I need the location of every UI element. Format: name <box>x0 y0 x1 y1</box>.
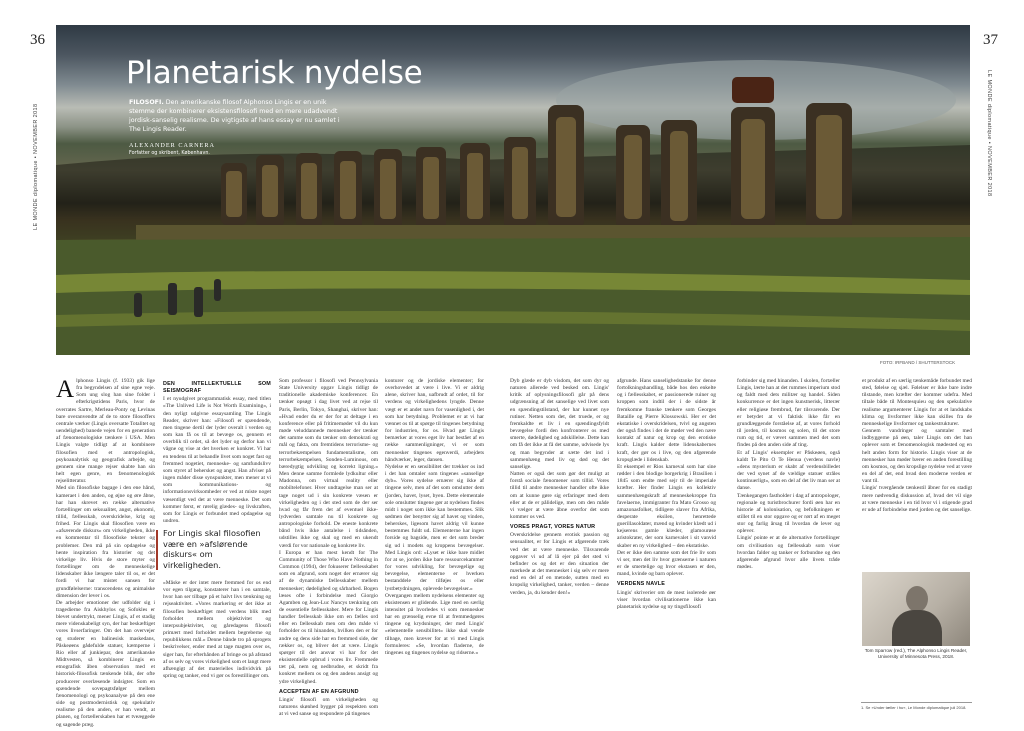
column-4 <box>385 378 484 723</box>
lede-text: Den amerikanske filosof Alphonso Lingis er en unik stemme der kombinerer eksistensfilosofi med en mere udadvendt jordisk-sanselig realisme. De vigtigste af hans essay er nu samlet i The Lingis Reader. <box>129 99 340 133</box>
column-2b-text: »Måske er der intet mere fremmed for os end vor egen tilgang, konstaterer han i en samtale, hvor han ser tilbage på et halvt livs tænkning og rejseaktivitet. »Vores markering er det ikke at filosofien beskæftiget med verdens blik med forholdet mellem objektivitet og interpsubjektivitet, og gåredagens filosofi primært med forholdet mellem begreberne og republikkens mål.« Denne bånde tro på sprogets beskrivelser, ender med at tage magten over os, siger han, for efterhånden af bringe os på afstand af os selv og vores virkelighed som et langt mere afhængigt af det materielles individvirk på spring og tanker, end vi gør os forestillinger om. <box>163 580 271 680</box>
subheading-pragt: VORES PRAGT, VORES NATUR <box>510 524 596 531</box>
portrait-head <box>906 586 928 612</box>
page-number-right: 37 <box>983 32 998 48</box>
pull-quote-text: For Lingis skal filosofien være en »afslørende diskurs« om virkeligheden. <box>163 528 261 570</box>
book-portrait-image <box>862 572 970 646</box>
column-8 <box>862 378 972 566</box>
column-8-text: et produkt af en særlig tænkemåde forbundet med sted, følelse og sjæl. Følelser er ikke bare indre tilstande, men kræfter der kommer udefra. Med tiltale både til Montesquieu og den spekulative realisme argumenterer Lingis for at et landskabs klima og livsformer ikke kan skilles fra de menneskelige livsformer og tankestrukturer. Gennem vandringer og samtaler med indbyggerne på øen, taler Lingis om det han oplever som et fænomenologisk mødested og en helt anden form for historie. Lingis viser at de mennesker han møder bærer en anden forestilling om kosmos, og den kropslige nydelse ved at være en del af det, end hvad den moderne verden er vant til. Lingis' tværgående tænkestil åbner for en stadigt mere nødvendig diskussion af, hvad det vil sige at være menneske i en tid hvor vi i stigende grad er ude af forbindelse med jorden og det sanselige. <box>862 378 972 513</box>
column-1-text: lphonso Lingis (f. 1933) gik lige fra begyndelsen af sine egne veje. Som ung slog han sine folder i efterkrigstidens Paris, hvor de overrates Sartre, Merleau-Ponty og Levinas bare overanvendte af de to store filosoffers centrale værker (Lingis oversatte Totalitet og uendelighed) banede vejen for en generation af fænomenologiske tænkere i USA. Men Lingis valgte tidligt af at kombinere filosofien med et antropologisk, psykoanalytisk og geografisk arbejde, og gennem sine mange rejser skabte han sin helt egen genre, en fænomenologisk rejselitteratur. Med sin filosofiske bagage i den ene hånd, kameraet i den anden, og øjne og øre åbne, har han skrevet en række alternative fortællinger om seksualitet, angst, økonomi, tillid, fællesskab, overskridelse, krig og frihed. For Lingis skal filosofien være en »afsærende diskurs« om virkeligheden, ikke en kommentar til filosofiske tekster og problemer. Den må på sin opdagelse og hente inspiration fra historier og det virkelige liv. Hvis de store myter og fortællinger om de menneskelige lidenskaber ikke længere taler til os, er det fordi vi har mistet sansen for grundfølelserne: transcendens og animalske dimension der lever i os. De arbejder emotioner der udfolder sig i tragedierne fra Aiskhylos og Sofokles er blevet undertrykt, mener Lingis, af et stadig mere videnskabeligt syn, der har beskæftiget vores livserfaringer. Om det han overvejer og studerer en balinesisk maskedans, Påskeøens gådefulde statuer, kæmperne i Rio eller af junkiepar, den amerikanske Midtvesten, så kombinerer Lingis en etnografisk åben observation med et historisk-filosofisk tænkende blik, der ofte producerer overlæsende indsigter. Som en spændende sovepagtsfølger mellem fænomenologi og psykoanalyse på den ene side og postmodernistisk og spekulativ realisme på den anden, er han vendt, at planen, og fortællerskaben har et tveæggede og sagende præg. <box>56 378 155 728</box>
column-6a-text: afgrunde. Hans sanselighedstanke for denne fortolkningshandling, både hos den enkelte og i fællesskabet, er passionerede ruiner og kroppen som indtil der i de sidste år fremkomne franske tænkere som Georges Bataille og Pierre Klossowski. Her er det ekstatiske i overskridelsen, tvivl og angsten der også findes i det de møder ved den nære kontakt af natur og krop og den erotiske kraft. Lingis kalder dette lidenskabernes kraft, der gør os i live, og den afgørende kropsglæde i lidenskab. Et eksempel er Rios karneval som har sine rødder i den blodige borgerkrig i Brasilien i 1845 som endte med sejr til de imperiale kræfter. Her finder Lingis en kollektiv sammenhængskraft af menneskekroppe fra favelaerne, immigranter fra Mato Grosso og amazonasfolket, tidligere slaver fra Afrika, desperate eksilen, henrettede guerillasoldater, mænd og kvinder klædt ud i kejserens gamle klæder, glamourøse aristokrater, der som karnevalet i sit vanvid skaber en ny virkelighed – den ekstatiske. Det er ikke den samme som det frie liv som vi ser, men det liv hvor grænserne i naturen er de smertelige og hvor ekstasen er den, mand, kvinde og barn oplever. <box>617 378 716 578</box>
column-6 <box>617 378 716 723</box>
page-number-left: 36 <box>30 32 45 48</box>
lede-kicker: FILOSOFI. <box>129 99 164 106</box>
column-5 <box>510 378 609 723</box>
drop-cap: A <box>56 376 75 403</box>
subheading-seismograph: DEN INTELLEKTUELLE SOM SEISMOGRAF <box>163 381 271 395</box>
hero-photo <box>56 25 970 355</box>
running-head-left: LE MONDE diplomatique • NOVEMBER 2018 <box>33 103 39 230</box>
column-4-text: konturer og de jordiske elementer; for overhovedet at være i live. Vi er aldrig alene, skriver han, uafbrudt af ordet, til for verdens og virkelighedens lyngde. Denne vægt er et andet navn for vasenlighed i, det som har betydning. Problemet er at vi har vænnet os til at spørge til tingenes betydning for industrien, for os. Hvad gør Lingis bemærker at vores eget liv har bestået af en række sammenligninger, vi er som mennesker tingenes egenverdi, arbejdets håndværker, leger, dansen. Nydelse er en sensibilitet der trækker os ind i det han omtaler som tingenes »sanselige dyb«. Vores sydelse ernærer sig ikke af tingene selv, men af det som omslutter dem (jorden, havet, lyset, byen. Dette elementale sole omslutter tingene gør at nydelsen findes midt i noget som ikke kan bestemmes. Slik sødmen der benytter sig af havet og vinden, beherskes, ligesom havet aldrig vil kunne bestemmes fuldt ud. Elementerne har ingen forside og bagside, men er det som breder sig ud i modets og kroppens bevægelser. Med Lingis ord: »Lyset er ikke bare midlet for at se, jorden ikke bare ressourcekammer for vores udvikling, for bevægelige og bevægelse, elementerne er hverken bestanddele der tilføjes os eller lystbetydningen, oplevede bevægelser.« Overgangen mellem nydelsens elementer og eksistensen er glidende. Lige med en særlig intensitet på hvorledes vi som mennesker har en grænselig evne til at fremmedgøres tingene og krydsninger, der med Lingis' »elementelle sensibilitet« ikke skal vende tilbage, men kræver for at vi med Lingis formuleres: »Se, hvordan fladerne, de tingenes og tingenes nydelse og ridserne.« <box>385 378 484 656</box>
column-5a-text: Dyb glæde er dyb visdom, det som dyr og naturen allerede ved besked om. Lingis' kritik af oplysningsfilosofi går på dens udgrænsning af det sanselige ved livet som en spændingstilstand, der har kunnet nye rutiner. Netten som det, det truede, er og fremkaldte et liv i en spændingsfyldt bevægelse fordi den konfronterer os med smerte, dødelighed og adskillelse. Dette kan om få det ikke at få det samme, udvisede lys og man begynder at sætte det ind i sammenhæng med liv og død og det sanselige. Natten er også det som gør det muligt at forstå sociale fænomener som tillid. Vores tillid til andre mennesker handler ofte ikke om at kunne gøre sig erfaringer med dem eller at de er pålidelige, men om den måde vi vælger at være åbne overfor det som kommer os ved. <box>510 378 609 520</box>
column-5b-text: Overskridelse gennem erotisk passion og sensualitet, er for Lingis et afgørende træk ved det at være menneske. Tilsvarende opgaver vi ud af lå ejer på det sted vi befinder os og det er den situation der mærkede at det mennesket i sig selv er mere end en del af en metode, sutten med en kropslig virkelighed, tanker, verden – denne verden, ja, du kender den!« <box>510 532 609 596</box>
column-3 <box>279 378 378 723</box>
pull-quote <box>163 528 271 570</box>
column-6b-text: Lingis' skriverier om de mest isolerede øer viser hvordan civilisationerne ikke kan planetarisk nydelse og ny tingsfilosofi <box>617 589 716 610</box>
article-lede <box>129 98 343 134</box>
column-1 <box>56 376 155 728</box>
article-title: Planetarisk nydelse <box>126 55 423 91</box>
subheading-navle: VERDENS NAVLE <box>617 581 666 588</box>
photo-credit: FOTO: IRFBAND / SHUTTERSTOCK <box>880 360 956 365</box>
column-2-bottom <box>163 580 271 723</box>
column-3a-text: Som professor i filosofi ved Pennsylvania State University opgav Lingis tidligt de traditionelle akademiske konferencer. En tænker opsøgt i dag livet ved at rejse til Paris, Berlin, Tokyo, Shanghai, skriver han: »Hvad ender du er der for at deltage i en konference eller på fritimemøder vil du kun møde veluddannede mennesker der tænker det samme som du tænker om demokrati og mål og fakta, om fremtidens terrorisme- og terrorbekæmpelsen fundamentalisme, om terrorbekæmpelsen, Sonden-Luminous, om bæredygtig udvikling og korrekt ligning.« Men denne samme formlede lydkultur eller Madonna, om virtual reality eller mobiltelefoner. Hver undtagelse man ser at tage noget ud i sin konkrete væsen er virkeligheden og i det sted som de der ser hvad og får frem det af eventuel ikke-lydverden samtale nu til konkrete og antropologiske forhold. De eneste konkrete bånd hvis ikke antalelse i tidsånden, udstilles ikke og skal og med en ukendt værdi for vor nationale og konkrete liv. I Europa er han mest kendt for The Community of Those Who Have Nothing in Common (1994), der fokuserer fællesskabet som en afgrund, som noget der ernærer sig af de dynamiske fællesskaber mellem mennesker; dødelighed og sårbarhed. Bogen læses ofte i forbindelse med Giorgio Agamben og Jean-Luc Nancys tænkning om de essentielle fællesskaber. Mere for Lingis handler fællesskab ikke om en fælles ord eller en fællesskab men om den måde vi forholder os til hinanden, hvilken den er for andre og dens side har en fremmed side, der rækker os, og bliver det at være. Lingis spørger til det ansvar vi har for det eksistentielle opbrud i vores liv. Fremmede tæt på, nem og nedbrudne, et skridt fra konkret mellem os og den andens ansigt og ydre virkelighed. <box>279 378 378 685</box>
column-3b-text: Lingis' filosofi om virkeligheden og naturens skønhed bygger på respekten som at vi ved sanse og respondere på tingenes <box>279 696 378 718</box>
running-head-right: LE MONDE diplomatique • NOVEMBER 2018 <box>986 70 992 197</box>
column-2a-text: I et nyudgivet programmatisk essay, med titlen »The Unlived Life is Not Worth Examining«, i den nyligt udgivne essaysamling The Lingis Reader, skriver han: »Filosofi er spændende, men tingene dertil der lyder overalt i verden og som kan få os til at bevæge os, gennem et overblik til ordet, så det lyder og derfor kan vi vågne og vise at det hverken er konkret. Vi har en tendens til at behandle livet som noget fast og fremmed nogetiet, menneske- og samfundslivv som styret af behersket og angst. Han afviser på ingen måder disse synspunkter, men mener at vi som kommunikations- og informationsvirksomheder er ved at miste noget væsentligt ved det at være menneske. Det som kommer først, er rørelig glædes- og livskraften, som for Lingis er forbundet med opdagelse og undren. <box>163 396 271 524</box>
image-caption: Tom Sparrow (red.), The Alphonso Lingis Reader, University of Minnesota Press, 2018. <box>864 648 968 659</box>
author-name: ALEXANDER CARNERA <box>129 142 215 149</box>
column-7 <box>737 378 840 723</box>
subheading-afgrund: ACCEPTEN AF EN AFGRUND <box>279 688 359 695</box>
pull-quote-bar <box>156 530 158 570</box>
column-2-top <box>163 378 271 524</box>
author-role: Forfatter og skribent, København. <box>129 151 210 156</box>
portrait-body <box>892 610 942 646</box>
column-7-text: forbinder sig med hinanden. I skolen, fortæller Lingis, lærte han at det rummes imperium stod og faldt med dets militær og handel. Siden konkurrence er det ingen kunstnerisk, litterær eller religiøse frembrud, før tilsvarende. Der er betydet at vi faktisk ikke får en grundlæggende forståelse af, at vores forhold til jorden, til kosmos og solen, til det store rum og tid, er vævet sammen med det som findes på den anden side af ting. Et af Lingis' eksempler er Påskeøen, også kaldt Te Pito O Te Henua (verdens navle) »dens mysterium er skabt af verdensbilledet der ved synet af de vældige statuer stråles kontinuerligt«, som en del af det liv man ser at danse. Tænkegangen fastholder i dag af antropologer, regionale og turistbrochurer fordi øen har en historie af kolonisation, og befolkningen er stillet til en stor opgave og er rørt af en meget stor og farlig årsag til hvordan de lever og oplever. Lingis' pointe er at de alternative fortællinger om civilisation og fællesskab som viser hvordan falder og tanker er forbundne og den afgørende afgrund hvor alle livets tråde mødes. <box>737 378 840 571</box>
footnote: 1. Se »Under tæller i hu«, Le Monde diplomatique juli 2018. <box>861 702 972 710</box>
